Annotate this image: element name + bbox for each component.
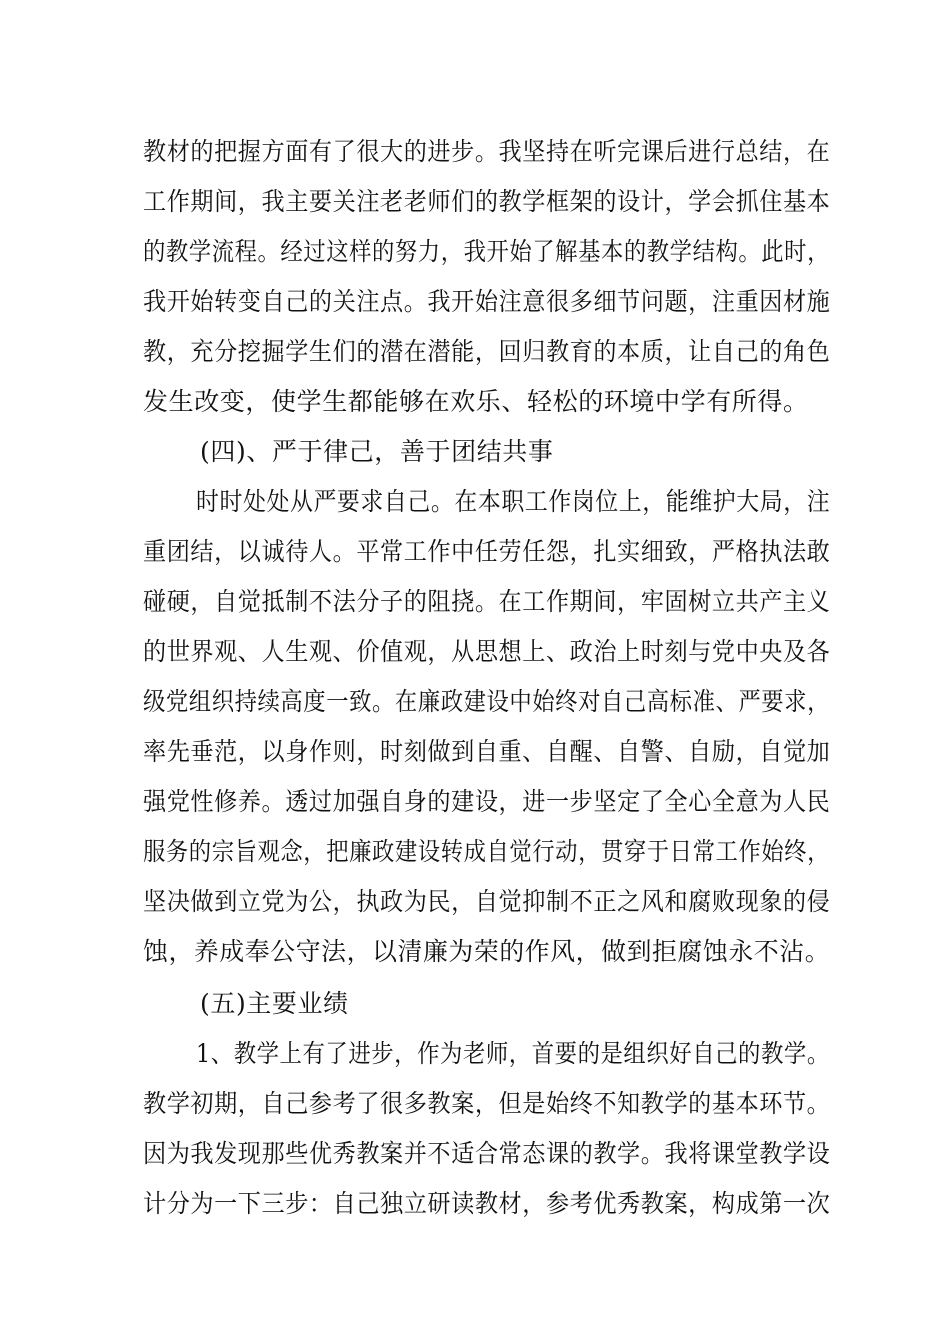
body-text-line: 蚀，养成奉公守法，以清廉为荣的作风，做到拒腐蚀永不沾。 (143, 937, 831, 966)
body-text-line: 教，充分挖掘学生们的潜在潜能，回归教育的本质，让自己的角色 (143, 337, 831, 366)
body-text-line: 服务的宗旨观念，把廉政建设转成自觉行动，贯穿于日常工作始终， (143, 837, 830, 866)
body-text-line: 我开始转变自己的关注点。我开始注意很多细节问题，注重因材施 (143, 287, 831, 316)
body-text-line: 发生改变，使学生都能够在欢乐、轻松的环境中学有所得。 (143, 387, 809, 416)
body-text-line: 率先垂范，以身作则，时刻做到自重、自醒、自警、自励，自觉加 (143, 737, 831, 766)
paragraph-first-line: 时时处处从严要求自己。在本职工作岗位上，能维护大局，注 (196, 487, 831, 516)
body-text-line: 碰硬，自觉抵制不法分子的阻挠。在工作期间，牢固树立共产主义 (143, 587, 831, 616)
section-heading-5: (五)主要业绩 (200, 989, 349, 1018)
paragraph-first-line: 1、教学上有了进步，作为老师，首要的是组织好自己的教学。 (196, 1039, 830, 1068)
body-text-line: 教学初期，自己参考了很多教案，但是始终不知教学的基本环节。 (143, 1089, 831, 1118)
body-text-line: 强党性修养。透过加强自身的建设，进一步坚定了全心全意为人民 (143, 787, 831, 816)
body-text-line: 因为我发现那些优秀教案并不适合常态课的教学。我将课堂教学设 (143, 1139, 831, 1168)
body-text-line: 教材的把握方面有了很大的进步。我坚持在听完课后进行总结，在 (143, 137, 831, 166)
body-text-line: 坚决做到立党为公，执政为民，自觉抑制不正之风和腐败现象的侵 (143, 887, 831, 916)
body-text-line: 计分为一下三步：自己独立研读教材，参考优秀教案，构成第一次 (143, 1189, 831, 1218)
body-text-line: 重团结，以诚待人。平常工作中任劳任怨，扎实细致，严格执法敢 (143, 537, 831, 566)
body-text-line: 的世界观、人生观、价值观，从思想上、政治上时刻与党中央及各 (143, 637, 831, 666)
body-text-line: 级党组织持续高度一致。在廉政建设中始终对自己高标准、严要求， (143, 687, 830, 716)
section-heading-4: (四)、严于律己，善于团结共事 (200, 437, 554, 466)
body-text-line: 工作期间，我主要关注老老师们的教学框架的设计，学会抓住基本 (143, 187, 831, 216)
body-text-line: 的教学流程。经过这样的努力，我开始了解基本的教学结构。此时， (143, 237, 830, 266)
